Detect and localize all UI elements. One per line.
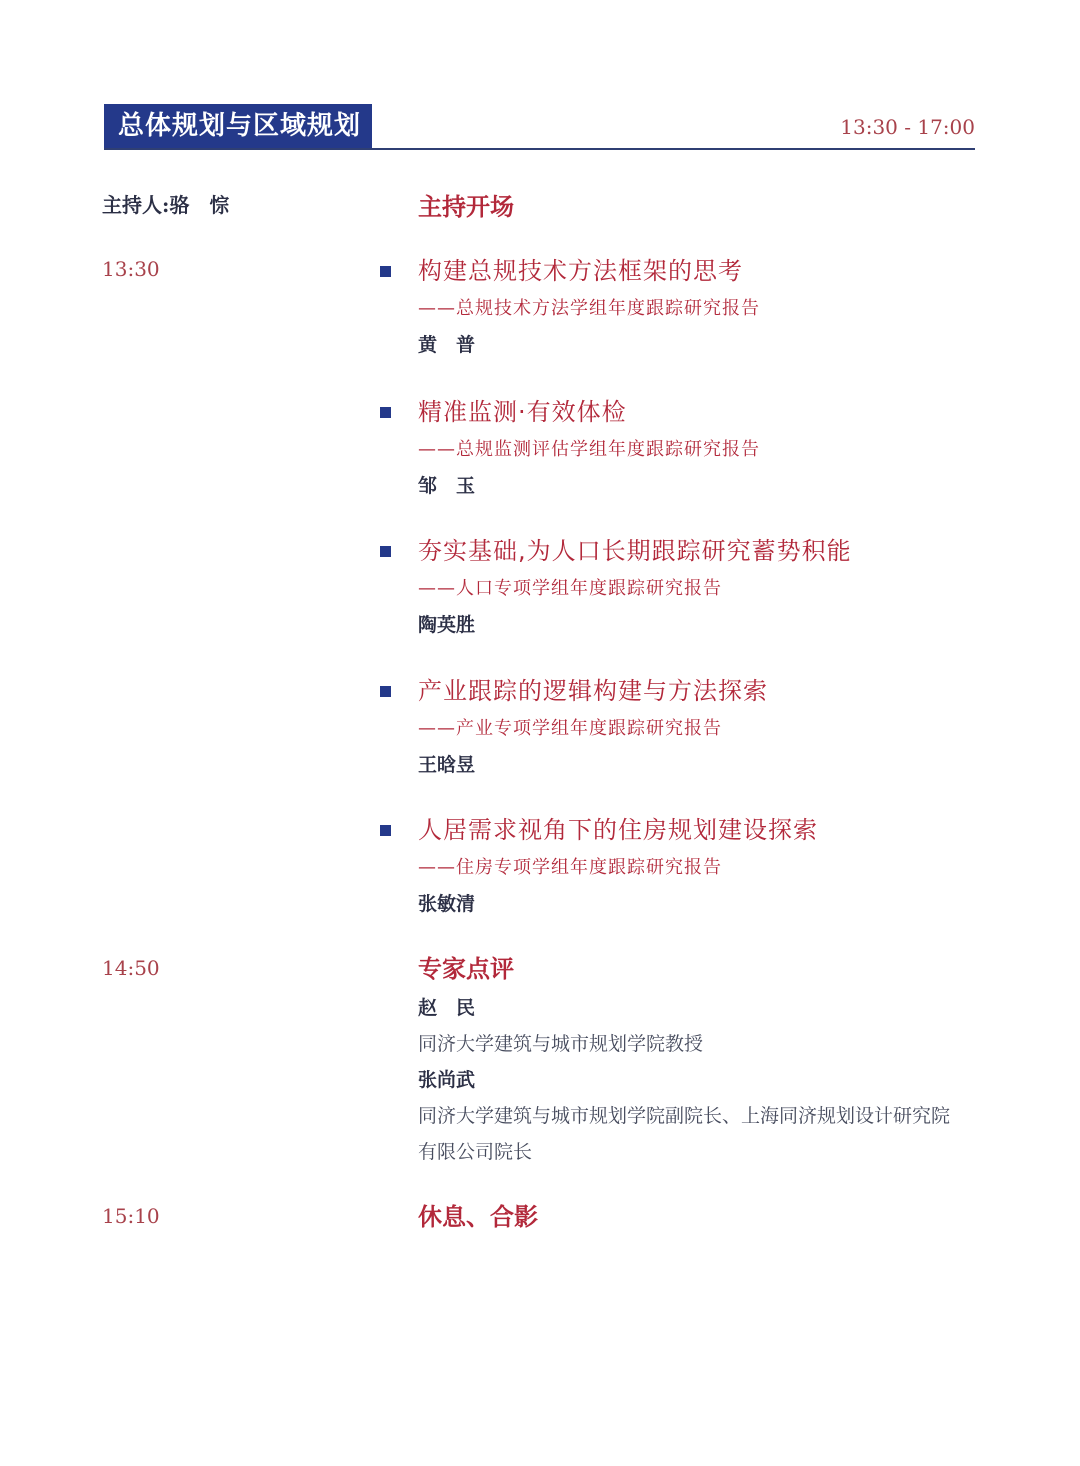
session-header [104, 104, 975, 150]
talk-speaker: 张敏清 [418, 893, 476, 915]
talk-title: 产业跟踪的逻辑构建与方法探索 [418, 677, 768, 705]
talk-subtitle: ——产业专项学组年度跟踪研究报告 [418, 718, 722, 739]
host-label: 主持人:骆 悰 [102, 193, 230, 217]
talk-speaker: 黄 普 [418, 334, 476, 356]
expert-name: 张尚武 [418, 1069, 476, 1091]
bullet-icon [380, 546, 391, 557]
time-1330: 13:30 [102, 257, 160, 281]
talk-title: 人居需求视角下的住房规划建设探索 [418, 816, 818, 844]
time-1450: 14:50 [102, 956, 160, 980]
talk-speaker: 邹 玉 [418, 475, 476, 497]
talk-subtitle: ——人口专项学组年度跟踪研究报告 [418, 578, 722, 599]
expert-name: 赵 民 [418, 997, 476, 1019]
time-1510: 15:10 [102, 1204, 160, 1228]
expert-affiliation: 同济大学建筑与城市规划学院教授 [418, 1033, 704, 1055]
talk-title: 构建总规技术方法框架的思考 [418, 257, 743, 285]
bullet-icon [380, 825, 391, 836]
talk-subtitle: ——总规监测评估学组年度跟踪研究报告 [418, 439, 760, 460]
bullet-icon [380, 686, 391, 697]
talk-speaker: 王晗昱 [418, 754, 476, 776]
break-title: 休息、合影 [418, 1203, 538, 1231]
review-title: 专家点评 [418, 955, 514, 983]
expert-affiliation: 同济大学建筑与城市规划学院副院长、上海同济规划设计研究院有限公司院长 [418, 1105, 951, 1163]
bullet-icon [380, 266, 391, 277]
session-time: 13:30 - 17:00 [840, 115, 975, 139]
talk-subtitle: ——住房专项学组年度跟踪研究报告 [418, 857, 722, 878]
talk-title: 精准监测·有效体检 [418, 398, 627, 426]
talk-speaker: 陶英胜 [418, 614, 476, 636]
opening-title: 主持开场 [418, 193, 514, 221]
session-title: 总体规划与区域规划 [104, 104, 372, 148]
bullet-icon [380, 407, 391, 418]
talk-title: 夯实基础,为人口长期跟踪研究蓄势积能 [418, 537, 852, 565]
talk-subtitle: ——总规技术方法学组年度跟踪研究报告 [418, 298, 760, 319]
